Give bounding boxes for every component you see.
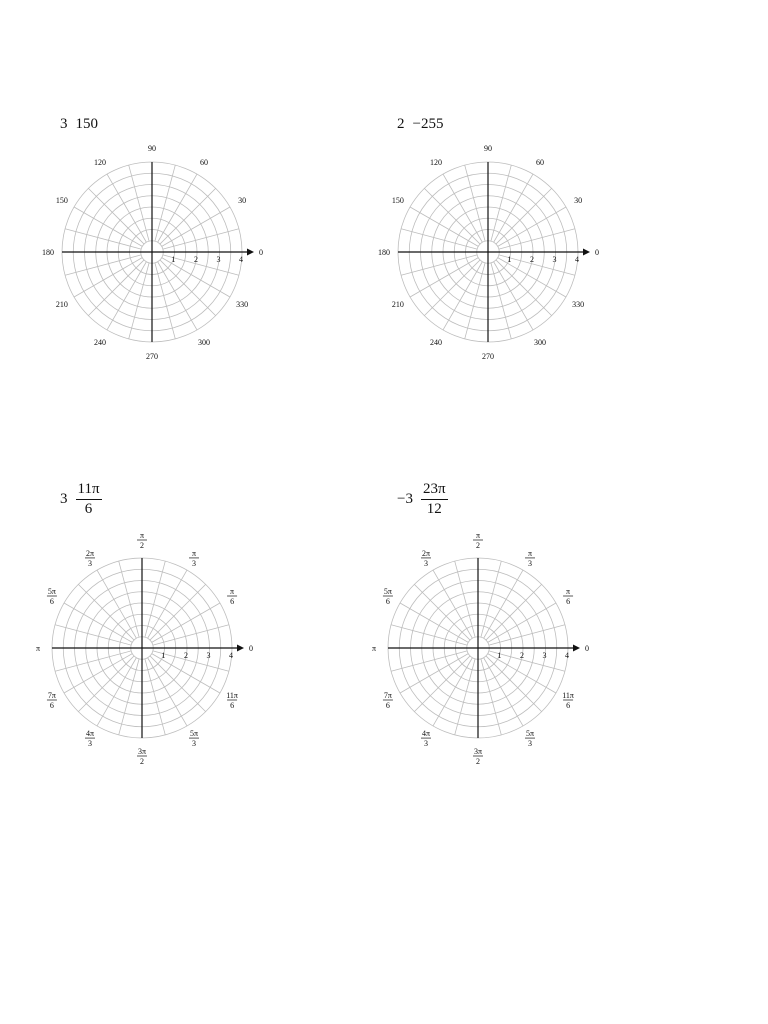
angle-label-denominator: 3 [192,558,196,568]
problem-2-angle: −255 [412,116,444,132]
angle-label-denominator: 6 [49,701,54,710]
angle-label: 60 [200,157,208,167]
radius-label: 4 [575,255,579,264]
radius-label: 1 [507,255,512,264]
angle-label-numerator: π [230,587,235,596]
problem-4-angle-denominator: 12 [426,500,442,517]
problem-3-radius: 3 [60,491,68,508]
angle-label-numerator: 11π [562,691,574,700]
angle-label: 0 [259,248,263,257]
problem-3-angle-denominator: 6 [84,500,93,517]
angle-label-numerator: 5π [383,587,392,596]
angle-label [473,747,483,766]
angle-label [372,644,376,653]
angle-label: 150 [391,196,404,205]
angle-label-numerator: π [139,531,145,540]
angle-label-denominator: 2 [476,757,480,766]
angle-label: 120 [94,157,106,167]
angle-label-denominator: 2 [140,541,144,550]
radius-label: 1 [497,651,502,660]
angle-label: 300 [534,338,546,348]
angle-label-denominator: 3 [424,558,428,568]
radius-label: 4 [565,651,569,660]
angle-label-numerator: 7π [383,691,392,700]
angle-label-text: 0 [585,644,589,653]
angle-label-numerator: 2π [85,548,95,558]
problem-1-radius: 3 [60,116,68,132]
radius-label: 4 [239,255,243,264]
angle-label-numerator: π [527,548,533,558]
angle-label: 240 [430,338,442,348]
angle-label: 150 [55,196,68,205]
angle-label-denominator: 3 [424,739,428,749]
angle-label-denominator: 2 [476,541,480,550]
angle-label-denominator: 6 [385,701,390,710]
angle-label-denominator: 6 [385,597,390,606]
angle-label: 180 [42,248,54,257]
angle-label: 270 [482,352,494,361]
angle-label-numerator: 3π [473,747,483,756]
angle-label-numerator: π [566,587,571,596]
angle-label [421,549,431,568]
angle-label [525,729,535,748]
angle-label-numerator: 11π [226,691,238,700]
angle-label: 300 [198,338,210,348]
angle-label [562,691,574,710]
angle-label-denominator: 6 [566,701,571,710]
radius-label: 2 [194,255,198,264]
angle-label [585,644,589,653]
angle-label-text: π [371,644,377,653]
radius-label: 3 [216,255,221,264]
angle-label: 210 [55,300,68,309]
angle-label-text: π [35,644,41,653]
angle-label: 180 [378,248,390,257]
angle-label: 0 [595,248,599,257]
angle-label-numerator: 5π [47,587,56,596]
angle-label [563,587,573,606]
grid-ray [414,656,470,712]
angle-label: 120 [430,157,442,167]
angle-label-numerator: π [191,548,197,558]
radius-label: 3 [206,651,211,660]
angle-label-numerator: π [475,531,481,540]
angle-label-numerator: 5π [525,729,535,739]
angle-label-numerator: 4π [85,729,95,739]
angle-label-denominator: 6 [566,597,571,606]
angle-label: 270 [146,352,158,361]
angle-label-denominator: 3 [88,739,92,749]
angle-label [383,691,393,710]
angle-label-numerator: 7π [47,691,56,700]
problem-4-radius: −3 [397,491,413,508]
grid-ray [486,584,542,640]
problem-2-radius: 2 [397,116,405,132]
angle-label [525,549,535,568]
problem-1-angle: 150 [75,116,98,132]
angle-label-denominator: 6 [230,597,235,606]
angle-label-denominator: 6 [230,701,235,710]
radius-label: 3 [542,651,547,660]
angle-label-denominator: 3 [192,739,196,749]
angle-label: 30 [574,196,583,205]
angle-label-numerator: 5π [189,729,199,739]
radius-label: 2 [530,255,534,264]
angle-label: 330 [236,300,249,309]
problem-4-angle-numerator: 23π [421,482,448,500]
angle-label [473,531,483,550]
angle-label-denominator: 6 [49,597,54,606]
radius-label: 1 [161,651,166,660]
angle-label: 210 [391,300,404,309]
angle-label-numerator: 4π [421,729,431,739]
angle-label: 90 [148,144,156,153]
angle-label-denominator: 3 [88,558,92,568]
radius-label: 3 [552,255,557,264]
grid-ray [414,584,470,640]
axis-arrow-icon [573,645,580,652]
radius-label: 4 [229,651,233,660]
angle-label [383,587,393,606]
radius-label: 2 [520,651,524,660]
radius-label: 2 [184,651,188,660]
angle-label: 330 [572,300,585,309]
angle-label [421,729,431,748]
grid-ray [486,656,542,712]
angle-label: 240 [94,338,106,348]
angle-label: 60 [536,157,544,167]
radius-label: 1 [171,255,176,264]
angle-label-numerator: 2π [421,548,431,558]
problem-3-angle-numerator: 11π [76,482,102,500]
angle-label-denominator: 3 [528,558,532,568]
angle-label-numerator: 3π [137,747,147,756]
angle-label-denominator: 3 [528,739,532,749]
angle-label: 30 [238,196,247,205]
angle-label-denominator: 2 [140,757,144,766]
angle-label: 90 [484,144,492,153]
angle-label-text: 0 [249,644,253,653]
